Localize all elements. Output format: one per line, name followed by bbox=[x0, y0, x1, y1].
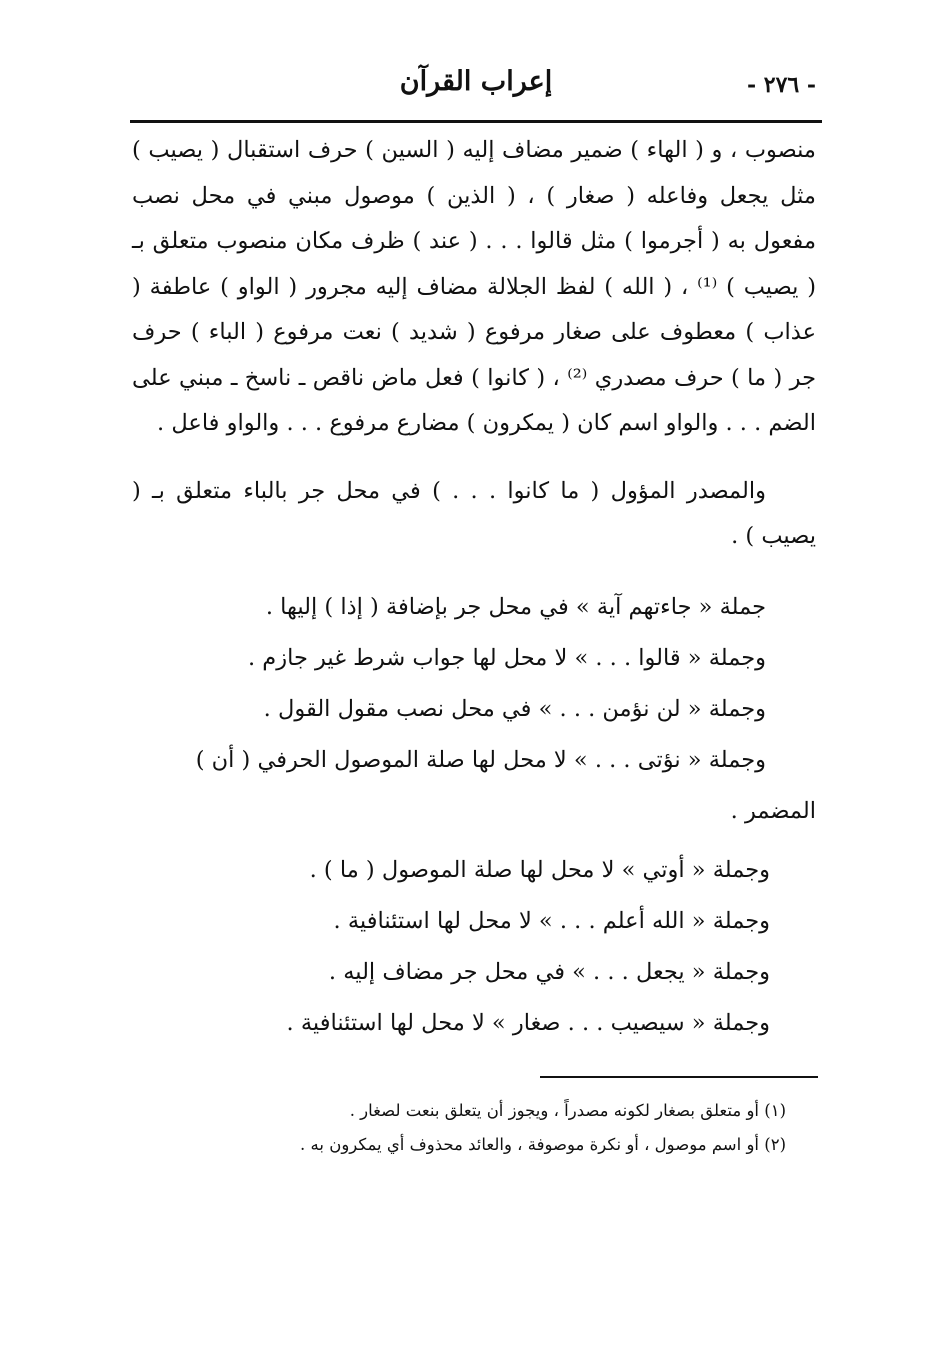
page-number: - ٢٧٦ - bbox=[746, 72, 816, 98]
paragraph-infinitive-note: والمصدر المؤول ( ما كانوا . . . ) في محل جر بالباء متعلق بـ ( يصيب ) . bbox=[132, 477, 816, 549]
book-title: إعراب القرآن bbox=[399, 66, 553, 97]
sentence-analysis-head: وجملة « نؤتى . . . » لا محل لها صلة الموصول الحرفي ( أن ) bbox=[195, 746, 766, 773]
main-text bbox=[132, 128, 816, 1049]
sentence-analysis-line: جملة « جاءتهم آية » في محل جر بإضافة ( إذا ) إليها . bbox=[265, 593, 766, 620]
sentence-analysis-line: وجملة « الله أعلم . . . » لا محل لها استئنافية . bbox=[333, 907, 770, 934]
paragraph-grammar-analysis: منصوب ، و ( الهاء ) ضمير مضاف إليه ( السين ) حرف استقبال ( يصيب ) مثل يجعل وفاعله ( صغار ) ، ( الذين ) موصول مبني في محل نصب مفعول به ( أجرموا ) مثل قالوا . . . ( عند ) ظرف مكان منصوب متعلق بـ ( يصيب ) ⁽¹⁾ ، ( الله ) لفظ الجلالة مضاف إليه مجرور ( الواو ) عاطفة ( عذاب ) معطوف على صغار مرفوع ( شديد ) نعت مرفوع ( الباء ) حرف جر ( ما ) حرف مصدري ⁽²⁾ ، ( كانوا ) فعل ماض ناقص ـ ناسخ ـ مبني على الضم . . . والواو اسم كان ( يمكرون ) مضارع مرفوع . . . والواو فاعل . bbox=[132, 137, 816, 436]
sentence-analysis-line: وجملة « أوتي » لا محل لها صلة الموصول ( ما ) . bbox=[309, 856, 770, 883]
footnote-divider bbox=[540, 1076, 818, 1078]
sentence-analysis-line: وجملة « سيصيب . . . صغار » لا محل لها استئنافية . bbox=[286, 1009, 770, 1036]
header-divider bbox=[130, 120, 822, 123]
page-header bbox=[130, 62, 822, 110]
sentence-analysis-line: وجملة « لن نؤمن . . . » في محل نصب مقول القول . bbox=[263, 695, 766, 722]
footnote-1: (١) أو متعلق بصغار لكونه مصدراً ، ويجوز أن يتعلق بنعت لصغار . bbox=[349, 1101, 786, 1120]
paragraph-gap bbox=[132, 560, 816, 582]
paragraph-gap bbox=[132, 447, 816, 469]
sentence-analysis-line: وجملة « يجعل . . . » في محل جر مضاف إليه . bbox=[328, 958, 770, 985]
footnotes bbox=[200, 1094, 786, 1162]
footnote-2: (٢) أو اسم موصول ، أو نكرة موصوفة ، والعائد محذوف أي يمكرون به . bbox=[300, 1135, 786, 1154]
paragraph-gap bbox=[132, 837, 816, 845]
sentence-analysis-line: وجملة « قالوا . . . » لا محل لها جواب شرط غير جازم . bbox=[247, 644, 766, 671]
sentence-analysis-line bbox=[132, 735, 816, 837]
sentence-analysis-tail: المضمر . bbox=[730, 797, 816, 824]
